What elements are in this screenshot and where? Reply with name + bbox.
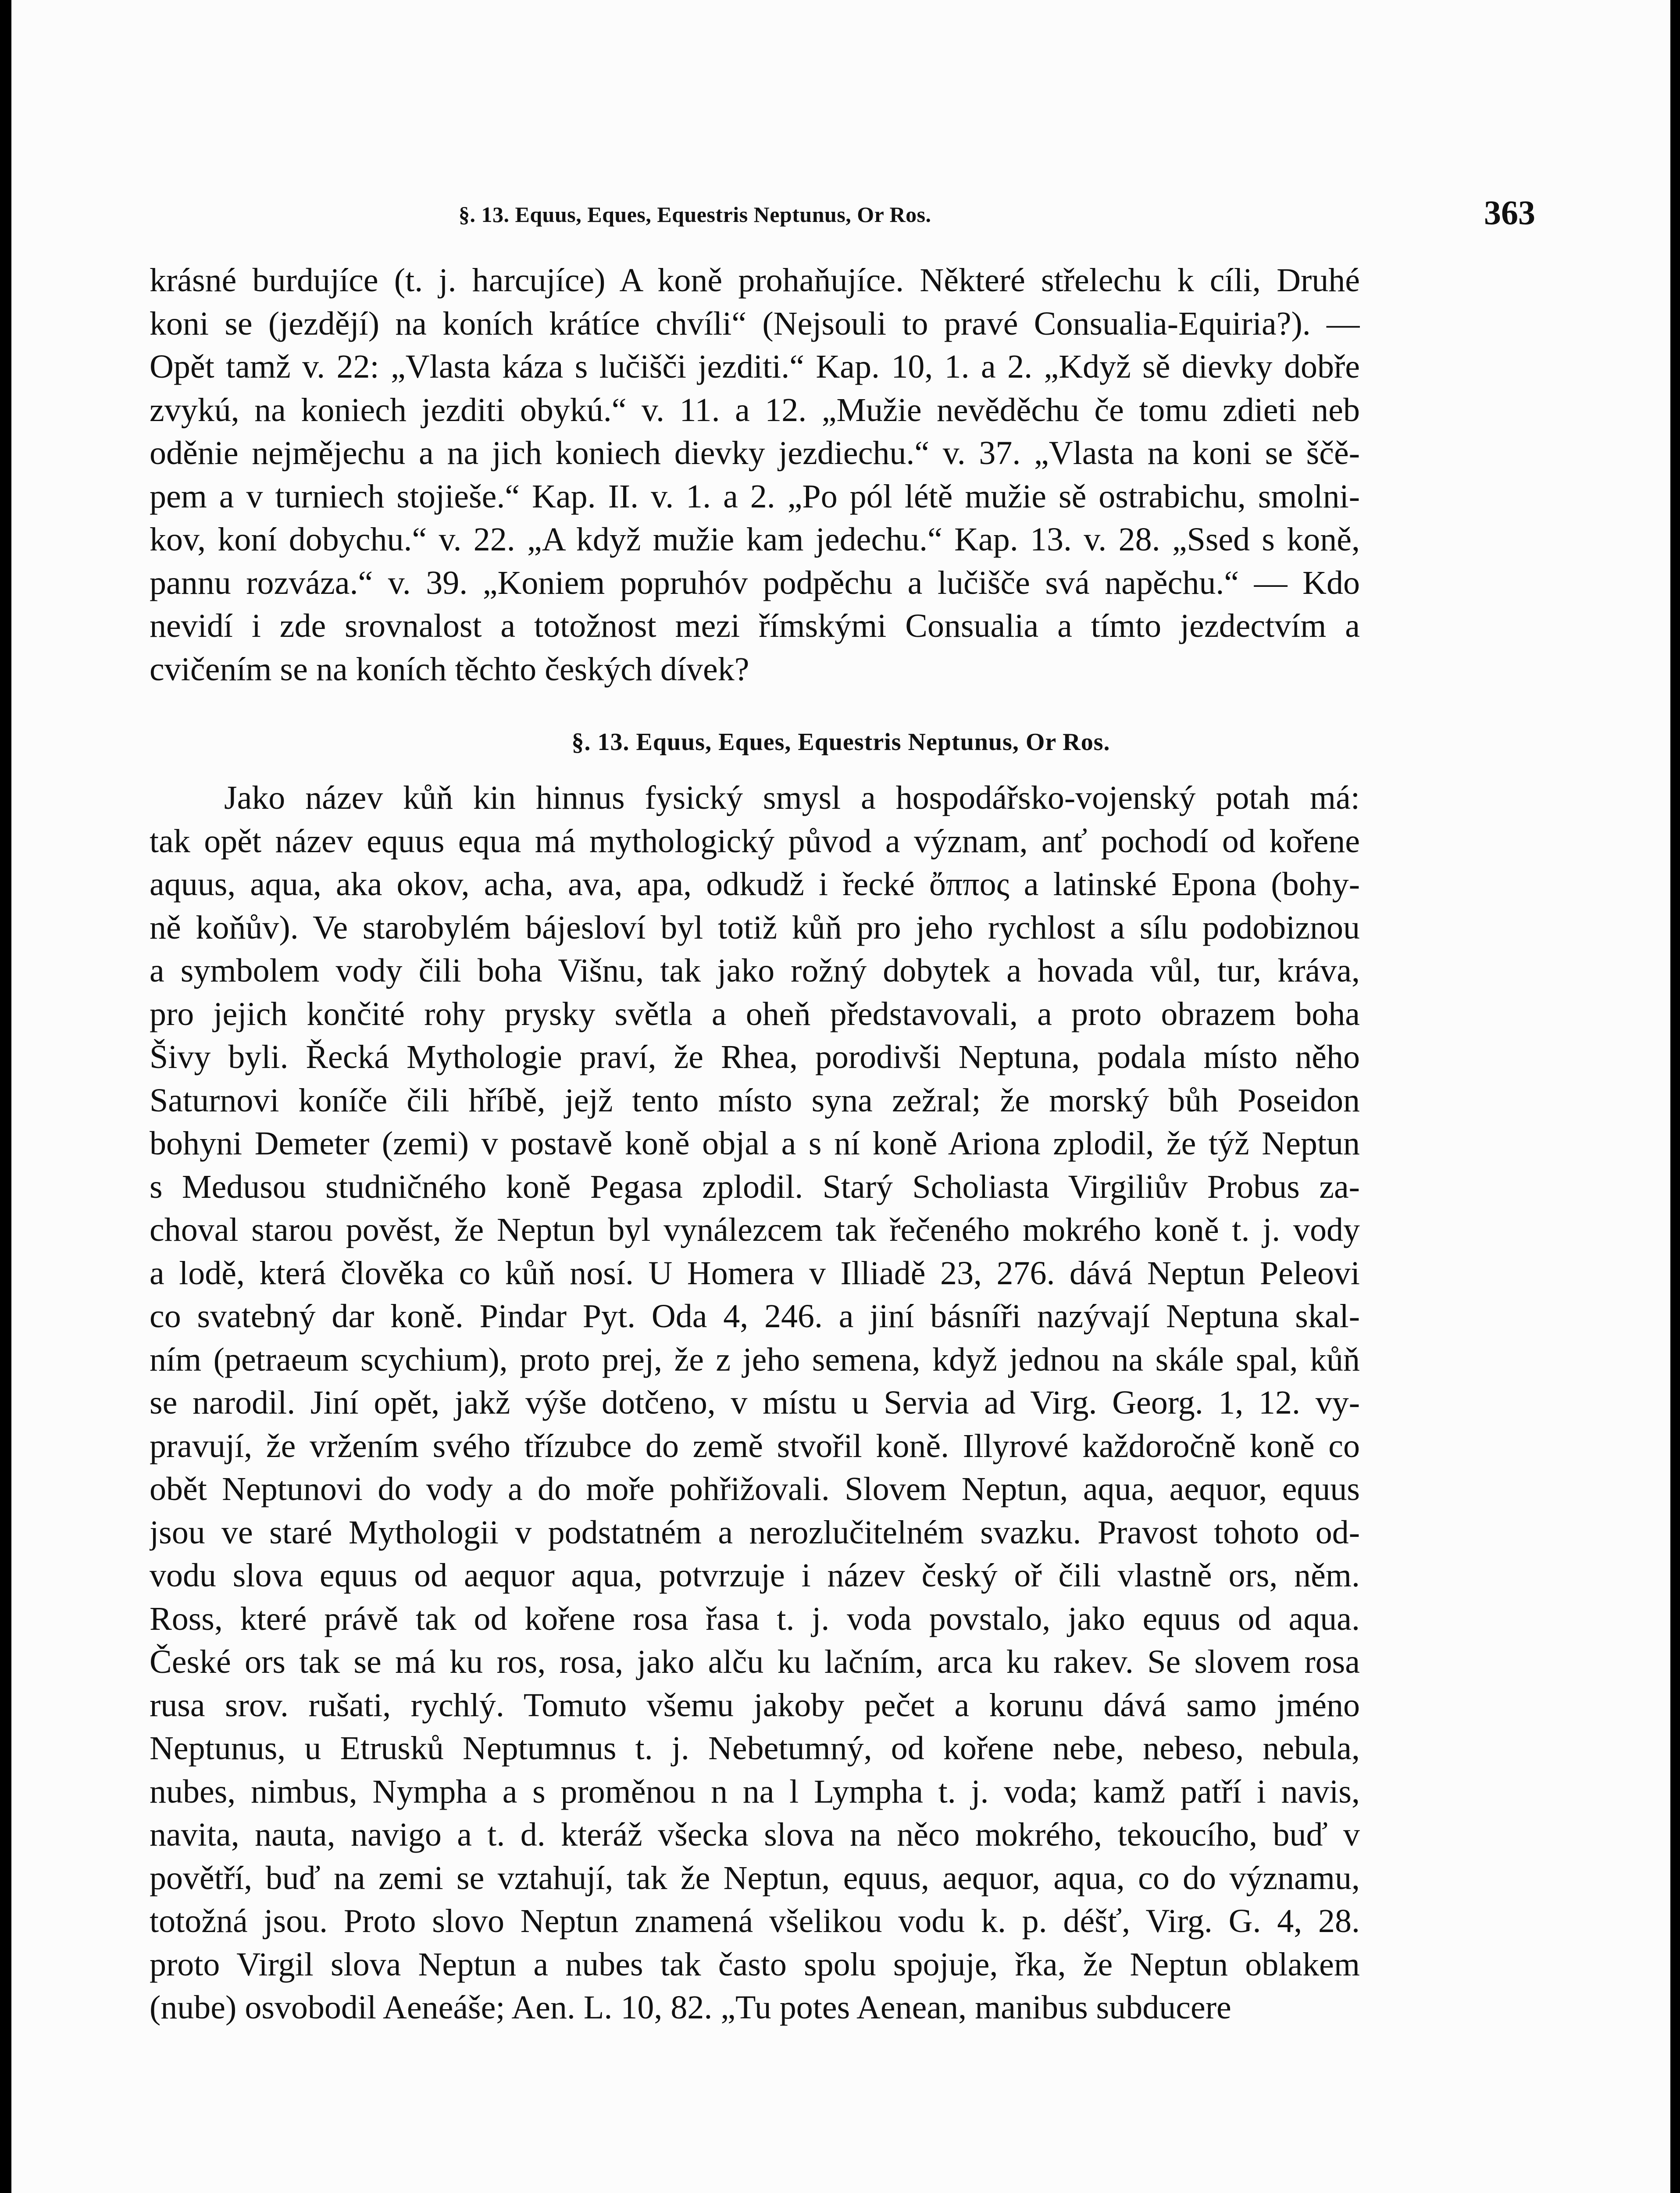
running-head: §. 13. Equus, Eques, Equestris Neptunus, Or Ros.	[459, 202, 931, 227]
text-line: Ross, které právě tak od kořene rosa řasa t. j. voda povstalo, jako equus od aqua.	[150, 1600, 1360, 1637]
paragraph-continued	[150, 259, 1360, 691]
text-line: se narodil. Jiní opět, jakž výše dotčeno, v místu u Servia ad Virg. Georg. 1, 12. vy-	[150, 1384, 1360, 1421]
text-line: pannu rozváza.“ v. 39. „Koniem popruhóv podpěchu a lučišče svá napěchu.“ — Kdo	[150, 564, 1360, 601]
text-line: pro jejich končité rohy prysky světla a oheň představovali, a proto obrazem boha	[150, 995, 1360, 1032]
text-line: oděnie nejmějechu a na jich koniech dievky jezdiechu.“ v. 37. „Vlasta na koni se ščě-	[150, 435, 1360, 471]
text-line: vodu slova equus od aequor aqua, potvrzuje i název český oř čili vlastně ors, něm.	[150, 1557, 1360, 1594]
section-heading: §. 13. Equus, Eques, Equestris Neptunus, Or Ros.	[571, 729, 1110, 756]
text-line: a lodě, která člověka co kůň nosí. U Homera v Illiadě 23, 276. dává Neptun Peleovi	[150, 1254, 1360, 1292]
text-line: aquus, aqua, aka okov, acha, ava, apa, odkudž i řecké ὄππος a latinské Epona (bohy-	[150, 866, 1360, 903]
text-line: pravují, že vržením svého třízubce do země stvořil koně. Illyrové každoročně koně co	[150, 1427, 1360, 1464]
text-line: bohyni Demeter (zemi) v postavě koně objal a s ní koně Ariona zplodil, že týž Neptun	[150, 1125, 1360, 1162]
text-line: České ors tak se má ku ros, rosa, jako alču ku lačním, arca ku rakev. Se slovem rosa	[150, 1643, 1360, 1680]
text-line: navita, nauta, navigo a t. d. kteráž všecka slova na něco mokrého, tekoucího, buď v	[150, 1816, 1360, 1853]
text-line: (nube) osvobodil Aeneáše; Aen. L. 10, 82. „Tu potes Aenean, manibus subducere	[150, 1989, 1231, 2026]
text-line: tak opět název equus equa má mythologický původ a význam, anť pochodí od kořene	[150, 822, 1360, 860]
text-line: obět Neptunovi do vody a do moře pohřižovali. Slovem Neptun, aqua, aequor, equus	[150, 1471, 1360, 1507]
text-line: co svatebný dar koně. Pindar Pyt. Oda 4, 246. a jiní básníři nazývají Neptuna skal-	[150, 1298, 1360, 1335]
text-line: Neptunus, u Etrusků Neptumnus t. j. Nebetumný, od kořene nebe, nebeso, nebula,	[150, 1730, 1360, 1767]
text-line: pem a v turniech stojieše.“ Kap. II. v. 1. a 2. „Po pól létě mužie sě ostrabichu, smolni-	[150, 478, 1360, 515]
text-line: koni se (jezdějí) na koních krátíce chvíli“ (Nejsouli to pravé Consualia-Equiria?). —	[150, 305, 1360, 342]
text-line: Saturnovi koníče čili hříbě, jejž tento místo syna zežral; že morský bůh Poseidon	[150, 1082, 1360, 1119]
text-line: Šivy byli. Řecká Mythologie praví, že Rhea, porodivši Neptuna, podala místo něho	[150, 1039, 1360, 1075]
text-line: jsou ve staré Mythologii v podstatném a nerozlučitelném svazku. Pravost tohoto od-	[150, 1514, 1360, 1551]
text-line: nevidí i zde srovnalost a totožnost mezi římskými Consualia a tímto jezdectvím a	[150, 607, 1360, 644]
text-line: zvykú, na koniech jezditi obykú.“ v. 11. a 12. „Mužie nevěděchu če tomu zdieti neb	[150, 391, 1360, 429]
text-line: a symbolem vody čili boha Višnu, tak jako rožný dobytek a hovada vůl, tur, kráva,	[150, 952, 1360, 989]
text-line: proto Virgil slova Neptun a nubes tak často spolu spojuje, řka, že Neptun oblakem	[150, 1946, 1360, 1983]
text-line: Opět tamž v. 22: „Vlasta káza s lučišči jezditi.“ Kap. 10, 1. a 2. „Když sě dievky dobře	[150, 348, 1360, 385]
paragraph-section-13	[150, 776, 1360, 2029]
text-line: ním (petraeum scychium), proto prej, že z jeho semena, když jednou na skále spal, kůň	[150, 1341, 1360, 1378]
text-line: kov, koní dobychu.“ v. 22. „A když mužie kam jedechu.“ Kap. 13. v. 28. „Ssed s koně,	[150, 521, 1360, 558]
text-line: s Medusou studničného koně Pegasa zplodil. Starý Scholiasta Virgiliův Probus za-	[150, 1168, 1360, 1205]
page-number: 363	[1484, 193, 1535, 232]
text-line: nubes, nimbus, Nympha a s proměnou n na l Lympha t. j. voda; kamž patří i navis,	[150, 1773, 1360, 1810]
text-line: rusa srov. rušati, rychlý. Tomuto všemu jakoby pečet a korunu dává samo jméno	[150, 1686, 1360, 1724]
text-line: Jako název kůň kin hinnus fysický smysl a hospodářsko-vojenský potah má:	[224, 779, 1360, 816]
text-line: povětří, buď na zemi se vztahují, tak že Neptun, equus, aequor, aqua, co do významu,	[150, 1859, 1360, 1897]
text-line: krásné burdujíce (t. j. harcujíce) A koně prohaňujíce. Některé střelechu k cíli, Druhé	[150, 262, 1360, 299]
text-line: choval starou pověst, že Neptun byl vynálezcem tak řečeného mokrého koně t. j. vody	[150, 1211, 1360, 1248]
text-line: cvičením se na koních těchto českých dívek?	[150, 650, 749, 688]
text-line: ně koňův). Ve starobylém bájesloví byl totiž kůň pro jeho rychlost a sílu podobiznou	[150, 909, 1360, 946]
text-line: totožná jsou. Proto slovo Neptun znamená všelikou vodu k. p. déšť, Virg. G. 4, 28.	[150, 1903, 1360, 1939]
